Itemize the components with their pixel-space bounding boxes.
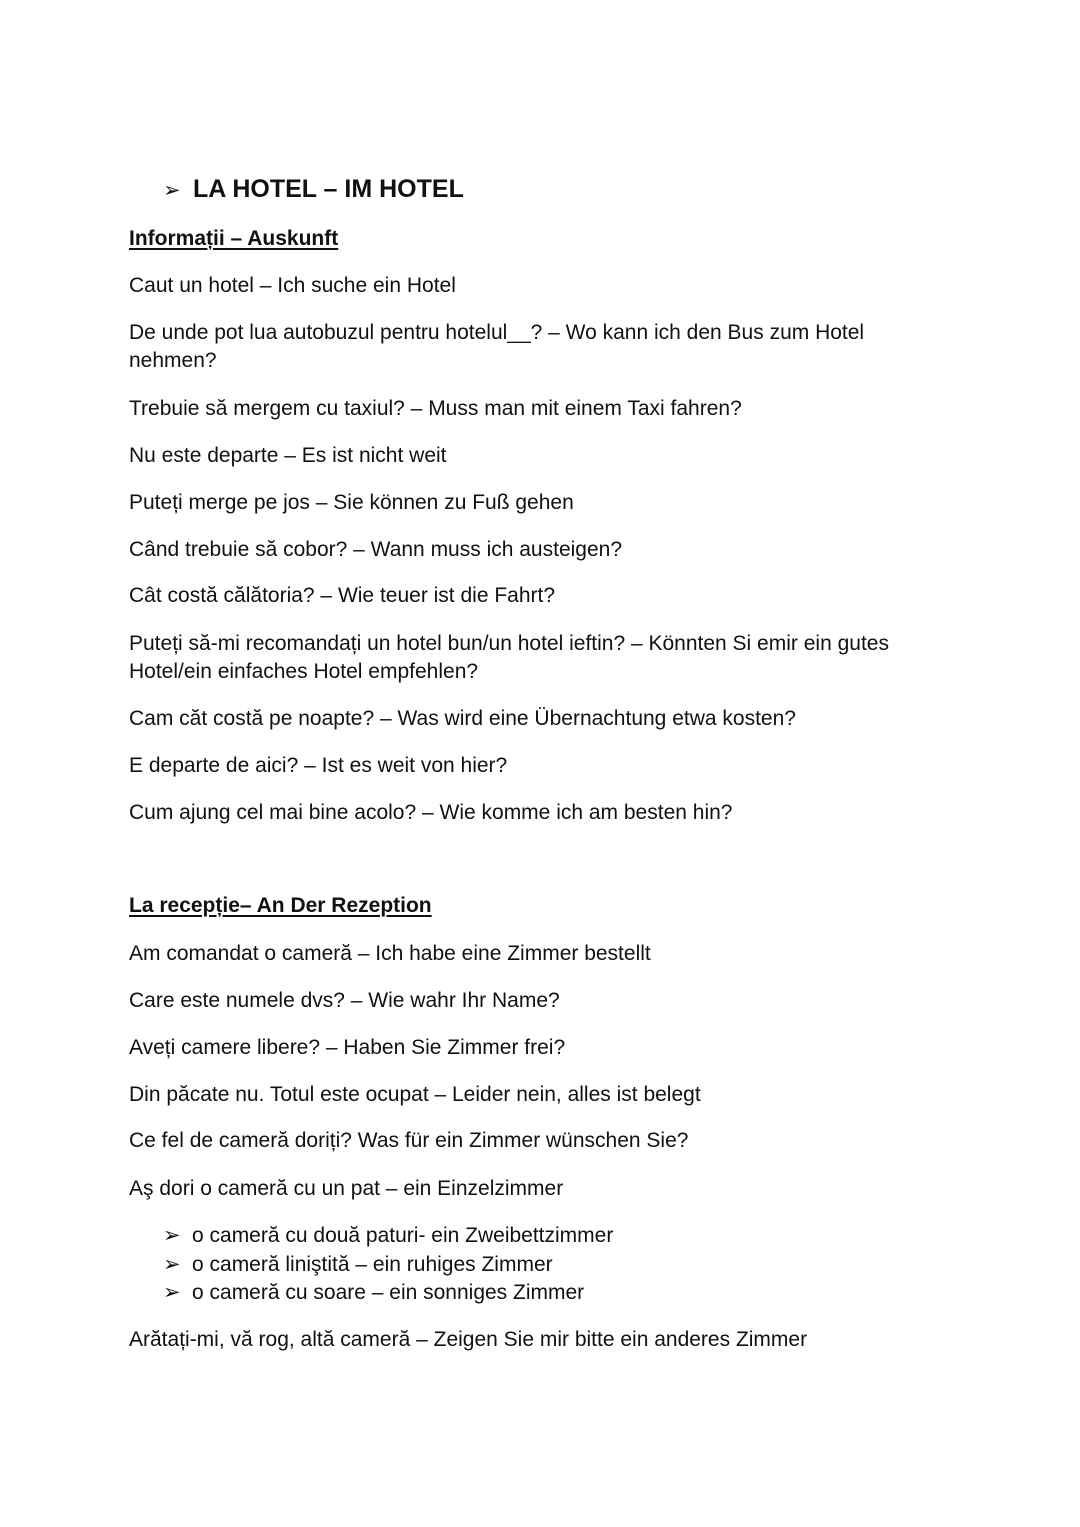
page-title: [163, 174, 464, 206]
phrase-line: Ce fel de cameră doriți? Was für ein Zimmer wünschen Sie?: [129, 1129, 689, 1152]
phrase-line: Trebuie să mergem cu taxiul? – Muss man mit einem Taxi fahren?: [129, 397, 742, 420]
section-heading-receptie: La recepție– An Der Rezeption: [129, 894, 432, 917]
phrase-line: Puteți să-mi recomandați un hotel bun/un hotel ieftin? – Könnten Si emir ein gutes Hotel/ein einfaches Hotel empfehlen?: [129, 632, 889, 683]
phrase-line: Nu este departe – Es ist nicht weit: [129, 444, 447, 467]
bullet-item: [163, 1279, 584, 1307]
phrase-line: Puteți merge pe jos – Sie können zu Fuß gehen: [129, 491, 574, 514]
phrase-line: Aş dori o cameră cu un pat – ein Einzelzimmer: [129, 1177, 564, 1200]
phrase-line: De unde pot lua autobuzul pentru hotelul__? – Wo kann ich den Bus zum Hotel nehmen?: [129, 321, 865, 372]
phrase-line: Cum ajung cel mai bine acolo? – Wie komme ich am besten hin?: [129, 801, 733, 824]
phrase-line: Arătați-mi, vă rog, altă cameră – Zeigen Sie mir bitte ein anderes Zimmer: [129, 1328, 808, 1351]
arrow-bullet-icon: ➢: [163, 1224, 181, 1247]
bullet-item: [163, 1222, 613, 1250]
arrow-bullet-icon: ➢: [163, 1281, 181, 1304]
bullet-text: o cameră cu soare – ein sonniges Zimmer: [192, 1281, 585, 1304]
bullet-text: o cameră cu două paturi- ein Zweibettzimmer: [192, 1224, 614, 1247]
phrase-line: Am comandat o cameră – Ich habe eine Zimmer bestellt: [129, 942, 651, 965]
phrase-line: Cam căt costă pe noapte? – Was wird eine Übernachtung etwa kosten?: [129, 707, 796, 730]
bullet-item: [163, 1251, 553, 1279]
bullet-text: o cameră liniştită – ein ruhiges Zimmer: [192, 1253, 553, 1276]
phrase-line: Când trebuie să cobor? – Wann muss ich austeigen?: [129, 538, 623, 561]
phrase-line: Caut un hotel – Ich suche ein Hotel: [129, 274, 456, 297]
phrase-line: Cât costă călătoria? – Wie teuer ist die Fahrt?: [129, 584, 556, 607]
phrase-line: Din păcate nu. Totul este ocupat – Leider nein, alles ist belegt: [129, 1083, 701, 1106]
phrase-line: E departe de aici? – Ist es weit von hier?: [129, 754, 508, 777]
page-title-text: LA HOTEL – IM HOTEL: [193, 175, 464, 203]
arrow-bullet-icon: ➢: [163, 179, 181, 202]
phrase-line: Care este numele dvs? – Wie wahr Ihr Name?: [129, 989, 560, 1012]
arrow-bullet-icon: ➢: [163, 1253, 181, 1276]
section-heading-informatii: Informații – Auskunft: [129, 227, 339, 250]
phrase-line: Aveți camere libere? – Haben Sie Zimmer frei?: [129, 1036, 566, 1059]
